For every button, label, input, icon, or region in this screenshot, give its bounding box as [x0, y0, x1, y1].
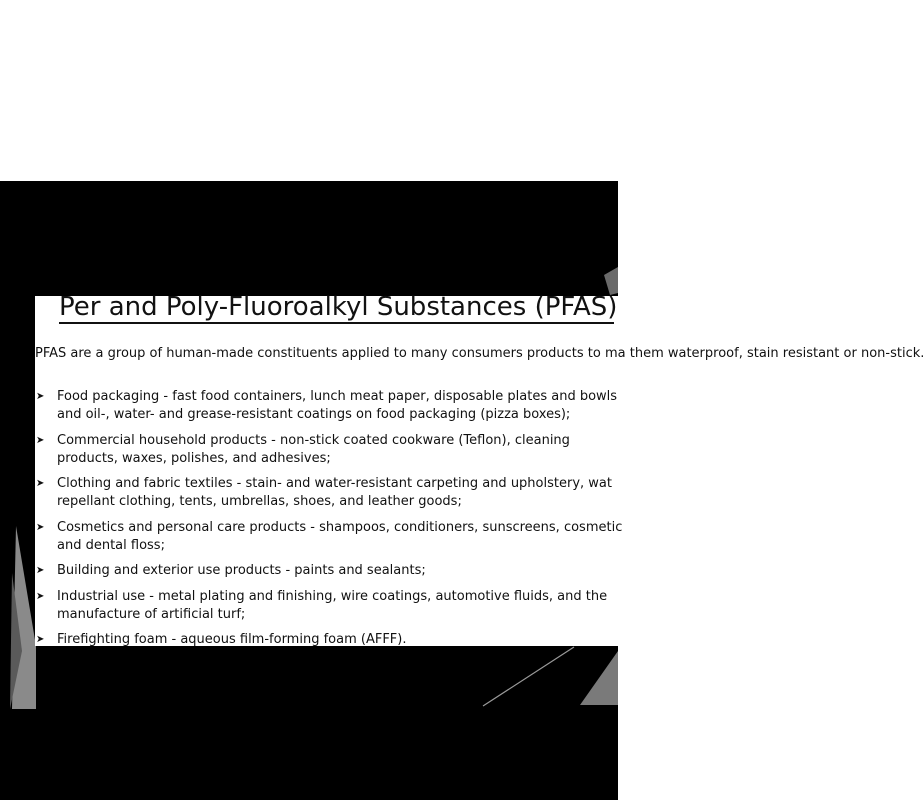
- bullet-line: Food packaging - fast food containers, lunch meat paper, disposable plates and bowls: [57, 389, 618, 404]
- bullet-line: Industrial use - metal plating and finishing, wire coatings, automotive fluids, and the: [57, 588, 608, 604]
- top-right-grey-wedge: [604, 267, 618, 295]
- arrow-bullet-icon: ➤: [36, 634, 45, 645]
- intro-paragraph: [35, 345, 924, 363]
- bullet-line: and dental floss;: [57, 537, 165, 553]
- arrow-bullet-icon: ➤: [36, 590, 45, 602]
- bullet-building-products: [35, 562, 622, 580]
- bullet-textiles: [35, 475, 622, 511]
- bullet-line: Firefighting foam - aqueous film-forming foam (AFFF).: [57, 632, 407, 647]
- arrow-bullet-icon: ➤: [36, 391, 45, 402]
- bullet-list: [35, 388, 622, 657]
- slide-title: Per and Poly-Fluoroalkyl Substances (PFAS): [59, 292, 618, 322]
- slide-panel: [35, 292, 924, 647]
- intro-line: PFAS are a group of human-made constituents applied to many consumers products to ma: [35, 346, 626, 361]
- bullet-food-packaging: [35, 388, 622, 424]
- bullet-household-products: [35, 432, 622, 468]
- arrow-bullet-icon: ➤: [36, 478, 45, 489]
- bullet-line: Commercial household products - non-stick coated cookware (Teflon), cleaning: [57, 432, 570, 448]
- title-underline: [59, 322, 614, 324]
- bullet-industrial-use: [35, 588, 622, 624]
- arrow-bullet-icon: ➤: [36, 565, 45, 576]
- bullet-line: products, waxes, polishes, and adhesives;: [57, 450, 331, 466]
- bullet-line: manufacture of artificial turf;: [57, 606, 246, 622]
- bullet-line: Building and exterior use products - paints and sealants;: [57, 563, 426, 578]
- arrow-bullet-icon: ➤: [36, 434, 45, 446]
- bullet-firefighting-foam: [35, 631, 622, 649]
- intro-line: them waterproof, stain resistant or non-stick.: [629, 346, 924, 361]
- bullet-line: Clothing and fabric textiles - stain- and water-resistant carpeting and upholstery, wat: [57, 476, 612, 491]
- bullet-cosmetics: [35, 519, 622, 555]
- bottom-right-grey-wedge: [580, 651, 618, 705]
- arrow-bullet-icon: ➤: [36, 521, 45, 533]
- bullet-line: Cosmetics and personal care products - shampoos, conditioners, sunscreens, cosmetic: [57, 519, 623, 535]
- bullet-line: and oil-, water- and grease-resistant coatings on food packaging (pizza boxes);: [57, 407, 571, 422]
- bullet-line: repellant clothing, tents, umbrellas, shoes, and leather goods;: [57, 494, 462, 509]
